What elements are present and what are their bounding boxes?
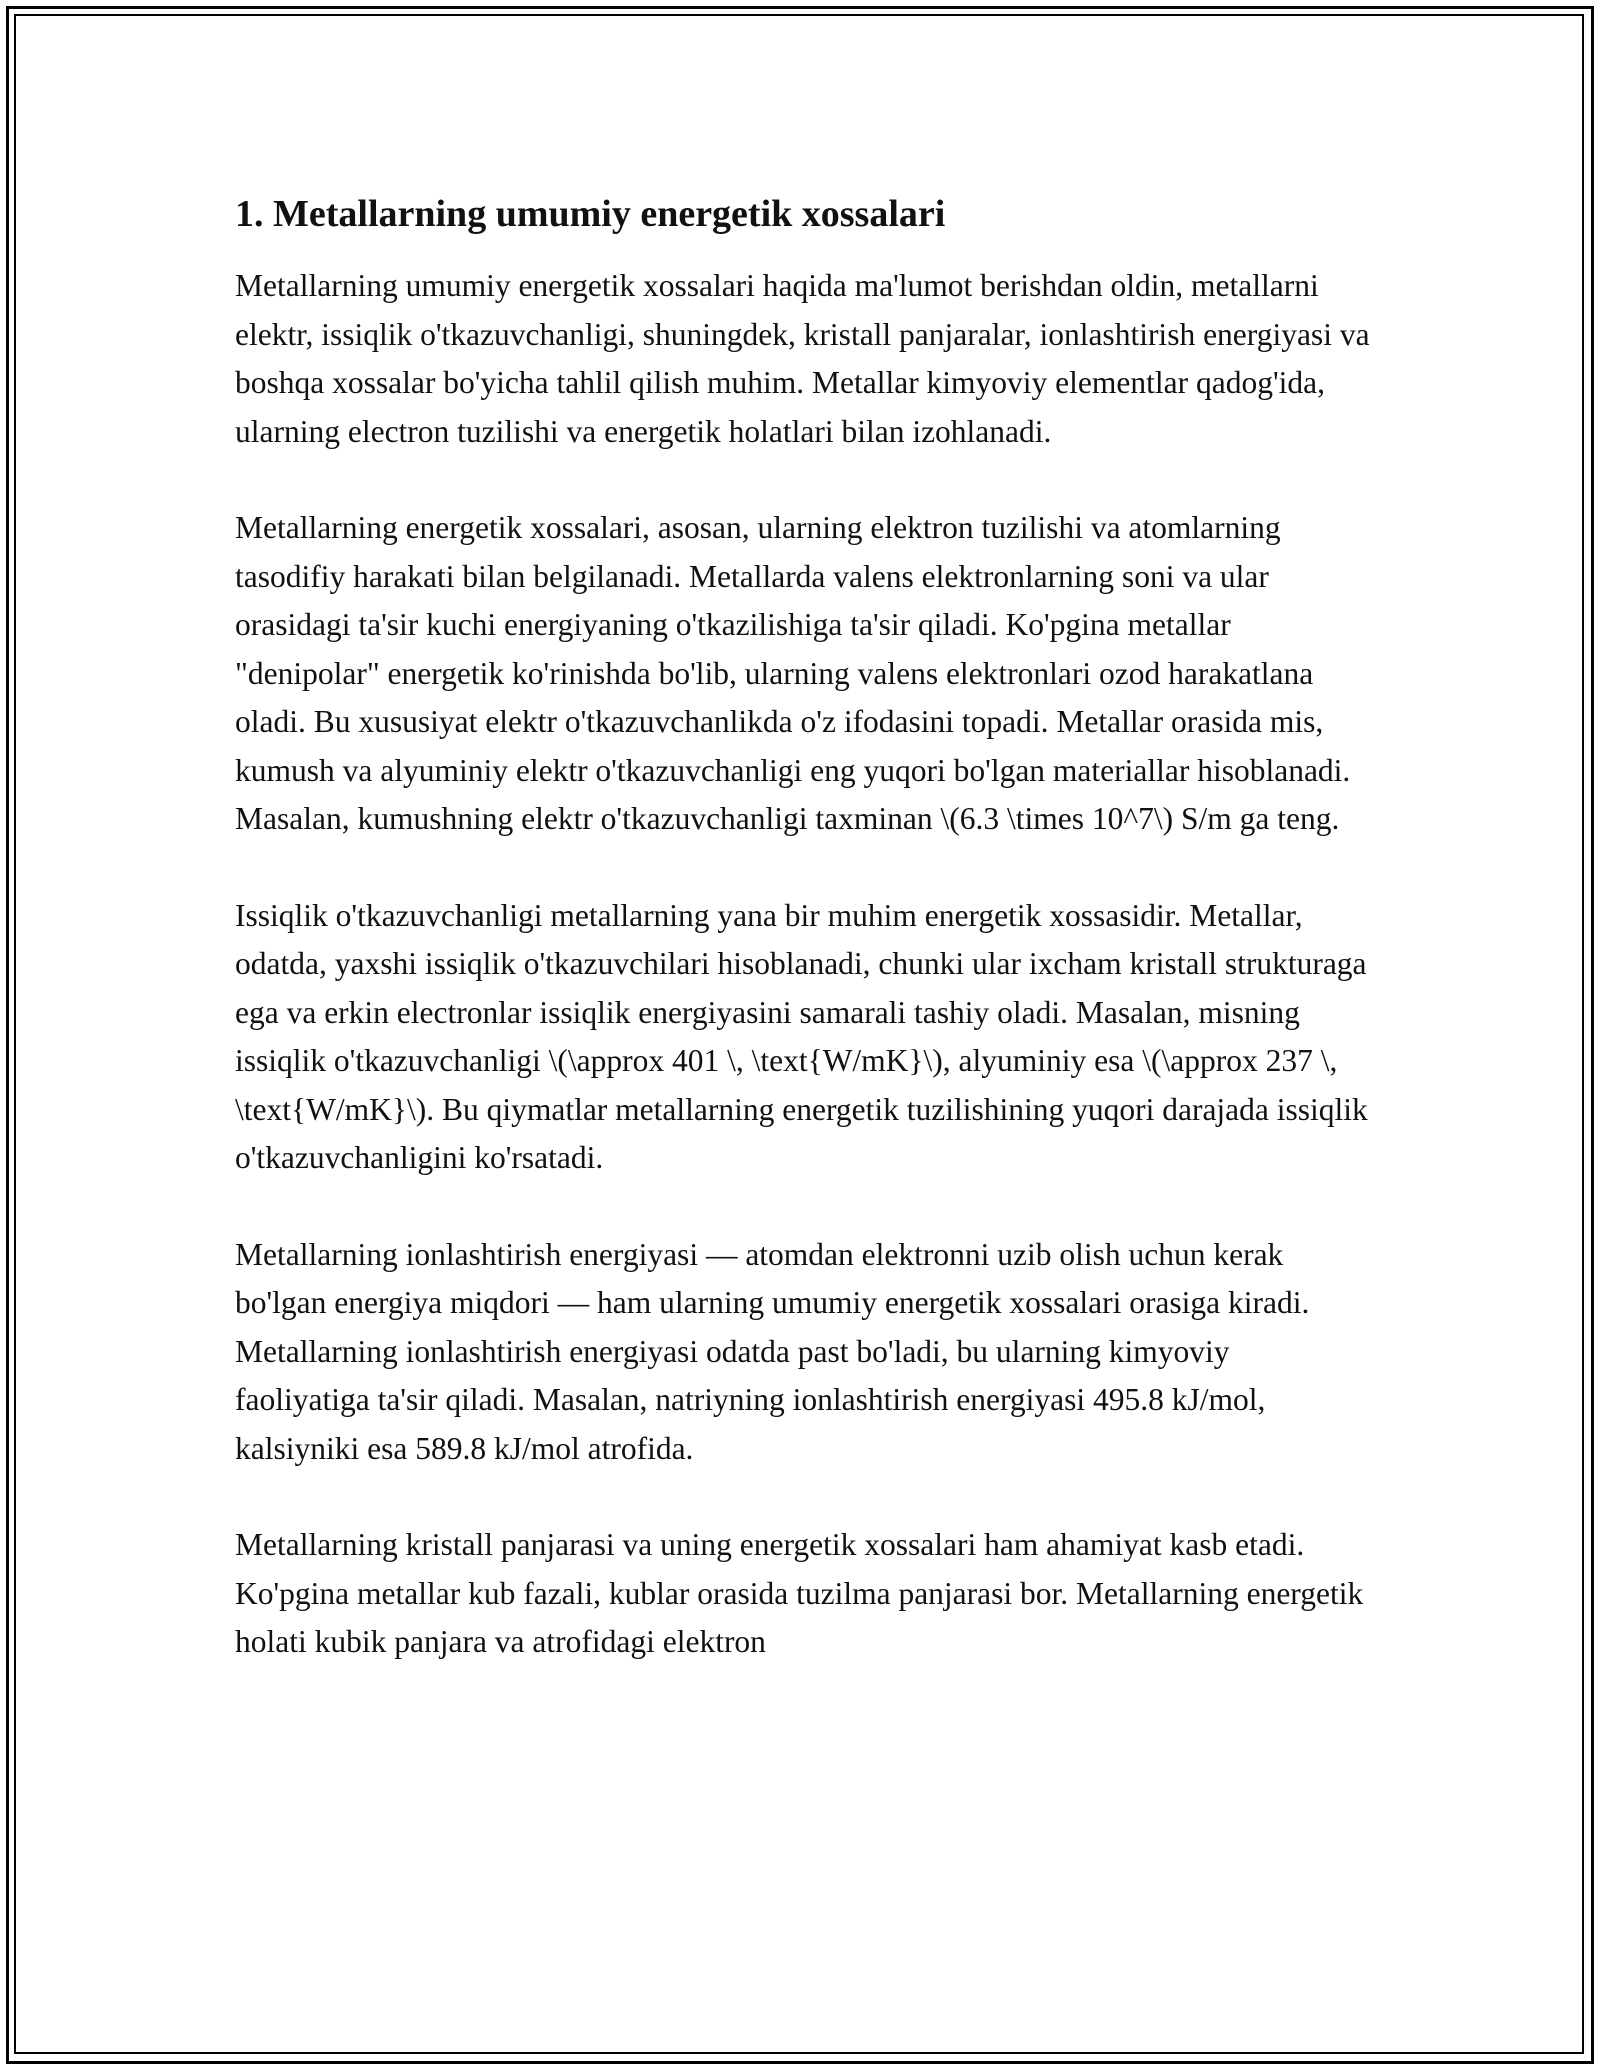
paragraph-thermal-conductivity: Issiqlik o'tkazuvchanligi metallarning yana bir muhim energetik xossasidir. Metallar, odatda, yaxshi issiqlik o'tkazuvchilari hisoblanadi, chunki ular ixcham kristall strukturaga ega va erkin electronlar issiqlik energiyasini samarali tashiy oladi. Masalan, misning issiqlik o'tkazuvchanligi \(\approx 401 \, \text{W/mK}\), alyuminiy esa \(\approx 237 \, \text{W/mK}\). Bu qiymatlar metallarning energetik tuzilishining yuqori darajada issiqlik o'tkazuvchanligini ko'rsatadi. <box>235 897 1368 1175</box>
paragraph-electron-structure: Metallarning energetik xossalari, asosan, ularning elektron tuzilishi va atomlarning tasodifiy harakati bilan belgilanadi. Metallarda valens elektronlarning soni va ular orasidagi ta'sir kuchi energiyaning o'tkazilishiga ta'sir qiladi. Ko'pgina metallar "denipolar" energetik ko'rinishda bo'lib, ularning valens elektronlari ozod harakatlana oladi. Bu xususiyat elektr o'tkazuvchanlikda o'z ifodasini topadi. Metallar orasida mis, kumush va alyuminiy elektr o'tkazuvchanligi eng yuqori bo'lgan materiallar hisoblanadi. Masalan, kumushning elektr o'tkazuvchanligi taxminan \(6.3 \times 10^7\) S/m ga teng. <box>235 510 1351 836</box>
section-heading: 1. Metallarning umumiy energetik xossalari <box>235 193 946 235</box>
paragraph-crystal-lattice: Metallarning kristall panjarasi va uning energetik xossalari ham ahamiyat kasb etadi. Ko'pgina metallar kub fazali, kublar orasida tuzilma panjarasi bor. Metallarning energetik holati kubik panjara va atrofidagi elektron <box>235 1527 1364 1659</box>
document-body <box>235 180 1370 1715</box>
paragraph-ionization-energy: Metallarning ionlashtirish energiyasi — atomdan elektronni uzib olish uchun kerak bo'lgan energiya miqdori — ham ularning umumiy energetik xossalari orasiga kiradi. Metallarning ionlashtirish energiyasi odatda past bo'ladi, bu ularning kimyoviy faoliyatiga ta'sir qiladi. Masalan, natriyning ionlashtirish energiyasi 495.8 kJ/mol, kalsiyniki esa 589.8 kJ/mol atrofida. <box>235 1236 1310 1466</box>
paragraph-intro: Metallarning umumiy energetik xossalari haqida ma'lumot berishdan oldin, metallarni elektr, issiqlik o'tkazuvchanligi, shuningdek, kristall panjaralar, ionlashtirish energiyasi va boshqa xossalar bo'yicha tahlil qilish muhim. Metallar kimyoviy elementlar qadog'ida, ularning electron tuzilishi va energetik holatlari bilan izohlanadi. <box>235 268 1370 449</box>
